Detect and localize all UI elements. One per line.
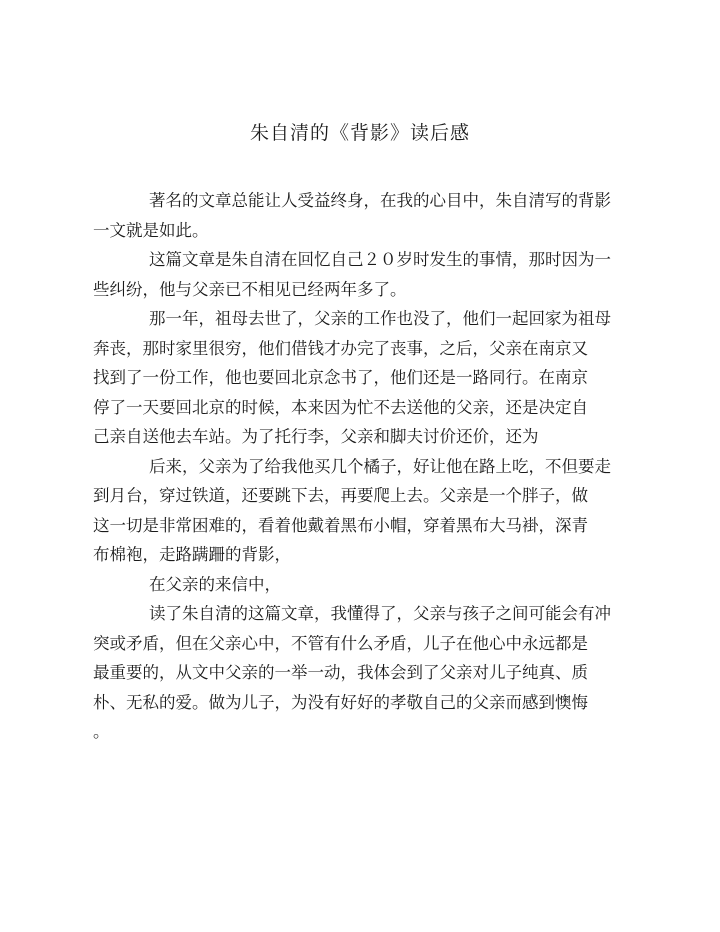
text-line: 停了一天要回北京的时候，本来因为忙不去送他的父亲，还是决定自 (93, 397, 588, 417)
text-line: 布棉袍，走路蹒跚的背影， (93, 545, 291, 564)
essay-body (93, 186, 615, 747)
text-line: 后来，父亲为了给我他买几个橘子，好让他在路上吃，不但要走 (149, 456, 611, 476)
text-line: 。 (93, 722, 110, 741)
text-line: 些纠纷，他与父亲已不相见已经两年多了。 (93, 279, 407, 299)
text-line: 找到了一份工作，他也要回北京念书了，他们还是一路同行。在南京 (93, 368, 588, 387)
text-line: 那一年，祖母去世了，父亲的工作也没了，他们一起回家为祖母 (149, 309, 611, 328)
page-title: 朱自清的《背影》读后感 (249, 122, 470, 144)
text-line: 己亲自送他去车站。为了托行李，父亲和脚夫讨价还价，还为 (93, 427, 539, 446)
text-line: 突或矛盾，但在父亲心中，不管有什么矛盾，儿子在他心中永远都是 (93, 633, 588, 653)
text-line: 到月台，穿过铁道，还要跳下去，再要爬上去。父亲是一个胖子，做 (93, 486, 588, 505)
text-line: 这篇文章是朱自清在回忆自己２０岁时发生的事情，那时因为一 (149, 250, 611, 269)
text-line: 著名的文章总能让人受益终身，在我的心目中，朱自清写的背影 (149, 191, 611, 210)
text-line: 一文就是如此。 (93, 220, 209, 240)
text-line: 在父亲的来信中， (149, 574, 281, 594)
text-line: 最重要的，从文中父亲的一举一动，我体会到了父亲对儿子纯真、质 (93, 663, 588, 682)
text-line: 朴、无私的爱。做为儿子，为没有好好的孝敬自己的父亲而感到懊悔 (93, 692, 588, 712)
text-line: 奔丧，那时家里很穷，他们借钱才办完了丧事，之后，父亲在南京又 (93, 338, 588, 358)
text-line: 这一切是非常困难的，看着他戴着黑布小帽，穿着黑布大马褂，深青 (93, 515, 588, 535)
text-line: 读了朱自清的这篇文章，我懂得了，父亲与孩子之间可能会有冲 (149, 604, 611, 623)
